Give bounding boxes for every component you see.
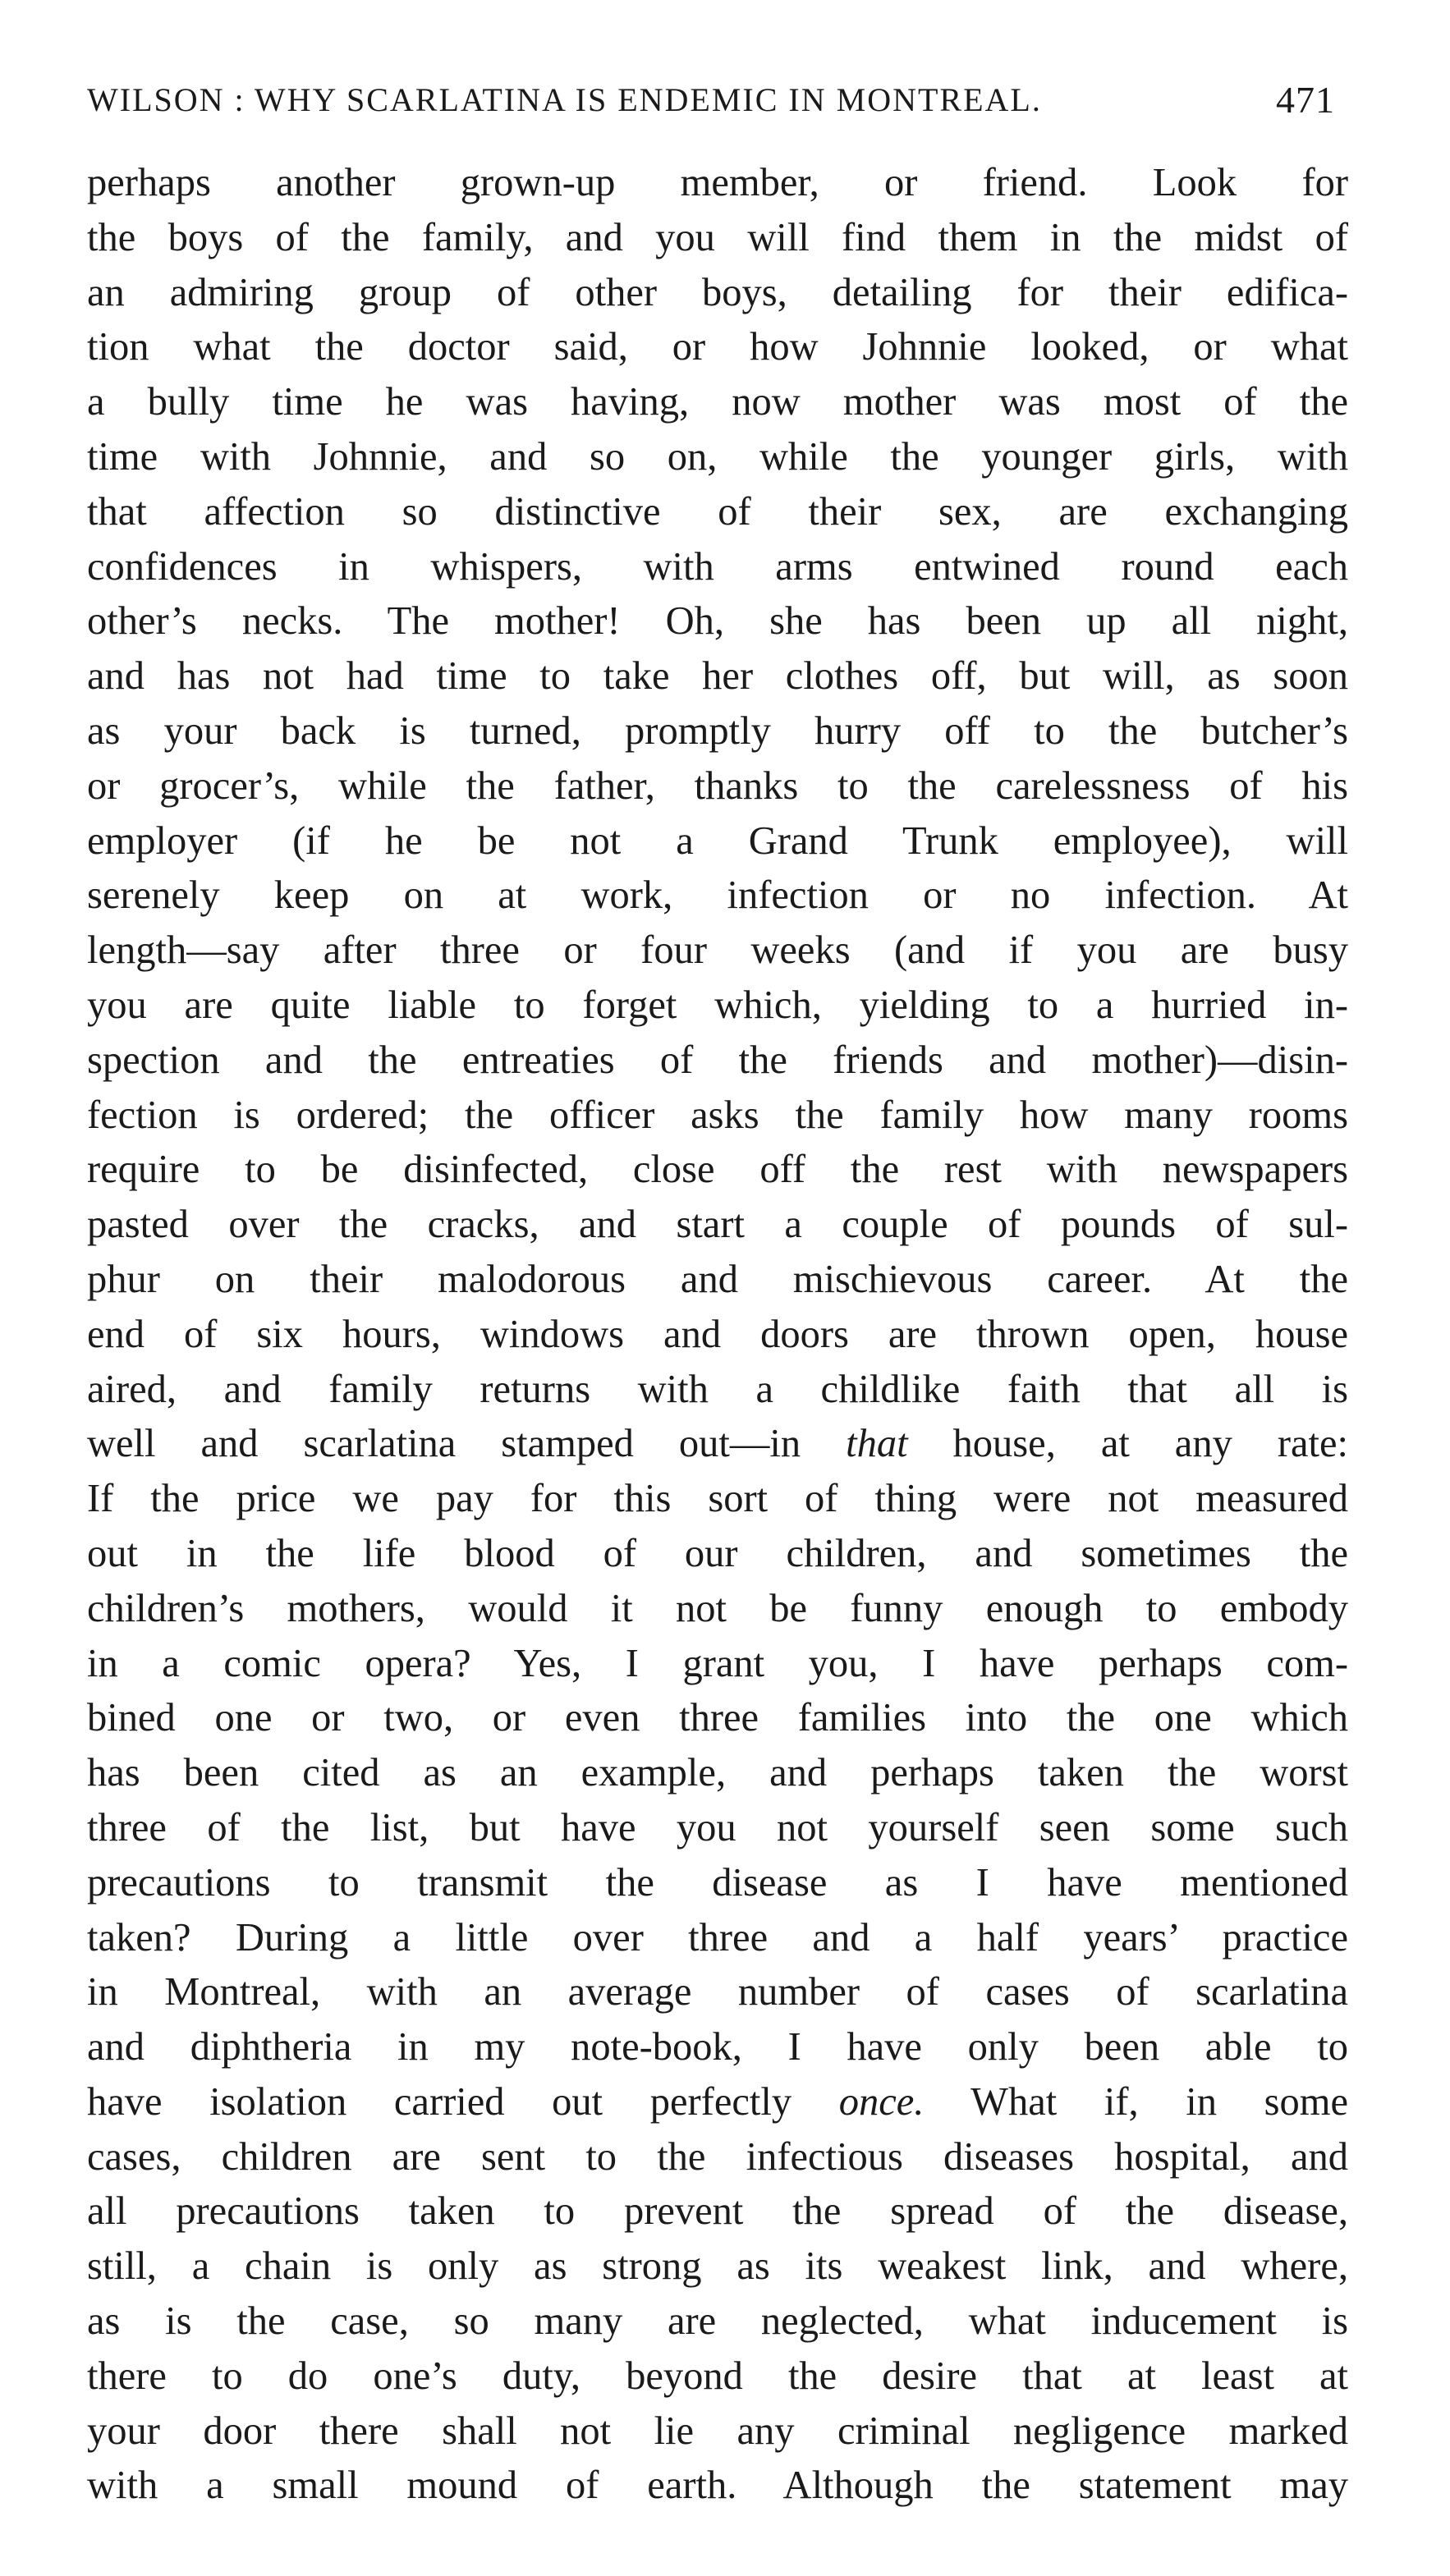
text-segment: serenely keep on at work, infection or no infection. At [87, 873, 1348, 918]
text-segment: aired, and family returns with a childlike faith that all is [87, 1367, 1348, 1411]
text-line [87, 2294, 1348, 2349]
text-segment: pasted over the cracks, and start a couple of pounds of sul- [87, 1203, 1348, 1247]
text-line [87, 320, 1348, 375]
text-line [87, 1198, 1348, 1253]
text-line [87, 156, 1348, 211]
text-line [87, 1691, 1348, 1746]
text-line [87, 1746, 1348, 1801]
text-line [87, 924, 1348, 979]
text-segment: What if, in some [924, 2079, 1348, 2124]
text-line [87, 1911, 1348, 1966]
text-segment: If the price we pay for this sort of thing were not measured [87, 1477, 1348, 1521]
text-segment: the boys of the family, and you will find them in the midst of [87, 215, 1348, 259]
text-line [87, 1582, 1348, 1637]
text-segment: your door there shall not lie any criminal negligence marked [87, 2409, 1348, 2453]
text-line [87, 759, 1348, 814]
text-line [87, 430, 1348, 485]
text-line [87, 266, 1348, 321]
text-line [87, 2459, 1348, 2514]
text-segment: three of the list, but have you not yourself seen some such [87, 1805, 1348, 1849]
text-segment: an admiring group of other boys, detailing for their edifica- [87, 270, 1348, 314]
text-line [87, 1143, 1348, 1198]
text-line [87, 1253, 1348, 1308]
text-line [87, 649, 1348, 704]
text-line [87, 1527, 1348, 1582]
text-line [87, 2404, 1348, 2459]
text-segment: other’s necks. The mother! Oh, she has been up all night, [87, 599, 1348, 644]
text-line [87, 594, 1348, 649]
text-line [87, 2184, 1348, 2239]
text-segment: all precautions taken to prevent the spread of the disease, [87, 2189, 1348, 2234]
text-segment: there to do one’s duty, beyond the desire that at least at [87, 2354, 1348, 2398]
text-segment: confidences in whispers, with arms entwined round each [87, 544, 1348, 589]
text-segment: fection is ordered; the officer asks the family how many rooms [87, 1093, 1348, 1137]
italic-emphasis: that [846, 1422, 908, 1466]
text-segment: children’s mothers, would it not be funny enough to embody [87, 1586, 1348, 1630]
text-line [87, 1801, 1348, 1856]
text-line [87, 814, 1348, 869]
running-head [87, 76, 1368, 125]
page-number: 471 [1276, 79, 1335, 121]
text-segment: that affection so distinctive of their sex, are exchanging [87, 489, 1348, 534]
text-line [87, 1417, 1348, 1472]
text-segment: phur on their malodorous and mischievous career. At the [87, 1257, 1348, 1301]
italic-emphasis: once. [838, 2079, 925, 2124]
text-segment: you are quite liable to forget which, yielding to a hurried in- [87, 983, 1348, 1027]
text-segment: a bully time he was having, now mother was most of the [87, 380, 1348, 424]
text-segment: cases, children are sent to the infectious diseases hospital, and [87, 2134, 1348, 2179]
text-segment: as your back is turned, promptly hurry off to the butcher’s [87, 708, 1348, 753]
text-segment: well and scarlatina stamped out—in [87, 1422, 847, 1466]
text-line [87, 540, 1348, 595]
text-line [87, 2349, 1348, 2404]
text-line [87, 869, 1348, 924]
text-segment: in Montreal, with an average number of cases of scarlatina [87, 1970, 1348, 2015]
text-segment: has been cited as an example, and perhaps taken the worst [87, 1751, 1348, 1795]
text-segment: have isolation carried out perfectly [87, 2079, 839, 2124]
text-segment: time with Johnnie, and so on, while the younger girls, with [87, 434, 1348, 479]
text-segment: length—say after three or four weeks (and if you are busy [87, 928, 1348, 973]
text-line [87, 1363, 1348, 1418]
text-segment: or grocer’s, while the father, thanks to the carelessness of his [87, 763, 1348, 808]
text-line [87, 211, 1348, 266]
text-line [87, 979, 1348, 1034]
text-line [87, 1034, 1348, 1089]
text-line [87, 704, 1348, 759]
text-line [87, 1856, 1348, 1911]
text-segment: spection and the entreaties of the friends and mother)—disin- [87, 1038, 1348, 1082]
text-line [87, 1472, 1348, 1527]
text-segment: precautions to transmit the disease as I have mentioned [87, 1860, 1348, 1904]
text-segment: as is the case, so many are neglected, what inducement is [87, 2299, 1348, 2344]
text-line [87, 1637, 1348, 1692]
text-segment: with a small mound of earth. Although the statement may [87, 2464, 1348, 2508]
text-line [87, 2239, 1348, 2294]
text-line [87, 1089, 1348, 1144]
text-segment: house, at any rate: [907, 1422, 1348, 1466]
text-segment: and has not had time to take her clothes off, but will, as soon [87, 654, 1348, 699]
text-line [87, 2075, 1348, 2130]
text-line [87, 2130, 1348, 2185]
text-line [87, 375, 1348, 430]
text-segment: end of six hours, windows and doors are thrown open, house [87, 1312, 1348, 1356]
text-segment: in a comic opera? Yes, I grant you, I have perhaps com- [87, 1641, 1348, 1685]
text-line [87, 485, 1348, 540]
text-segment: taken? During a little over three and a half years’ practice [87, 1915, 1348, 1960]
running-title: WILSON : WHY SCARLATINA IS ENDEMIC IN MONTREAL. [87, 81, 1042, 118]
body-text [87, 156, 1348, 2514]
text-segment: tion what the doctor said, or how Johnnie looked, or what [87, 325, 1348, 369]
text-line [87, 2020, 1348, 2075]
text-segment: require to be disinfected, close off the rest with newspapers [87, 1148, 1348, 1192]
text-segment: perhaps another grown-up member, or friend. Look for [87, 161, 1348, 204]
text-segment: employer (if he be not a Grand Trunk employee), will [87, 818, 1348, 863]
text-segment: still, a chain is only as strong as its weakest link, and where, [87, 2244, 1348, 2289]
text-line [87, 1308, 1348, 1363]
text-segment: and diphtheria in my note-book, I have only been able to [87, 2025, 1348, 2070]
text-segment: out in the life blood of our children, and sometimes the [87, 1531, 1348, 1575]
text-segment: bined one or two, or even three families into the one which [87, 1696, 1348, 1740]
text-line [87, 1965, 1348, 2020]
